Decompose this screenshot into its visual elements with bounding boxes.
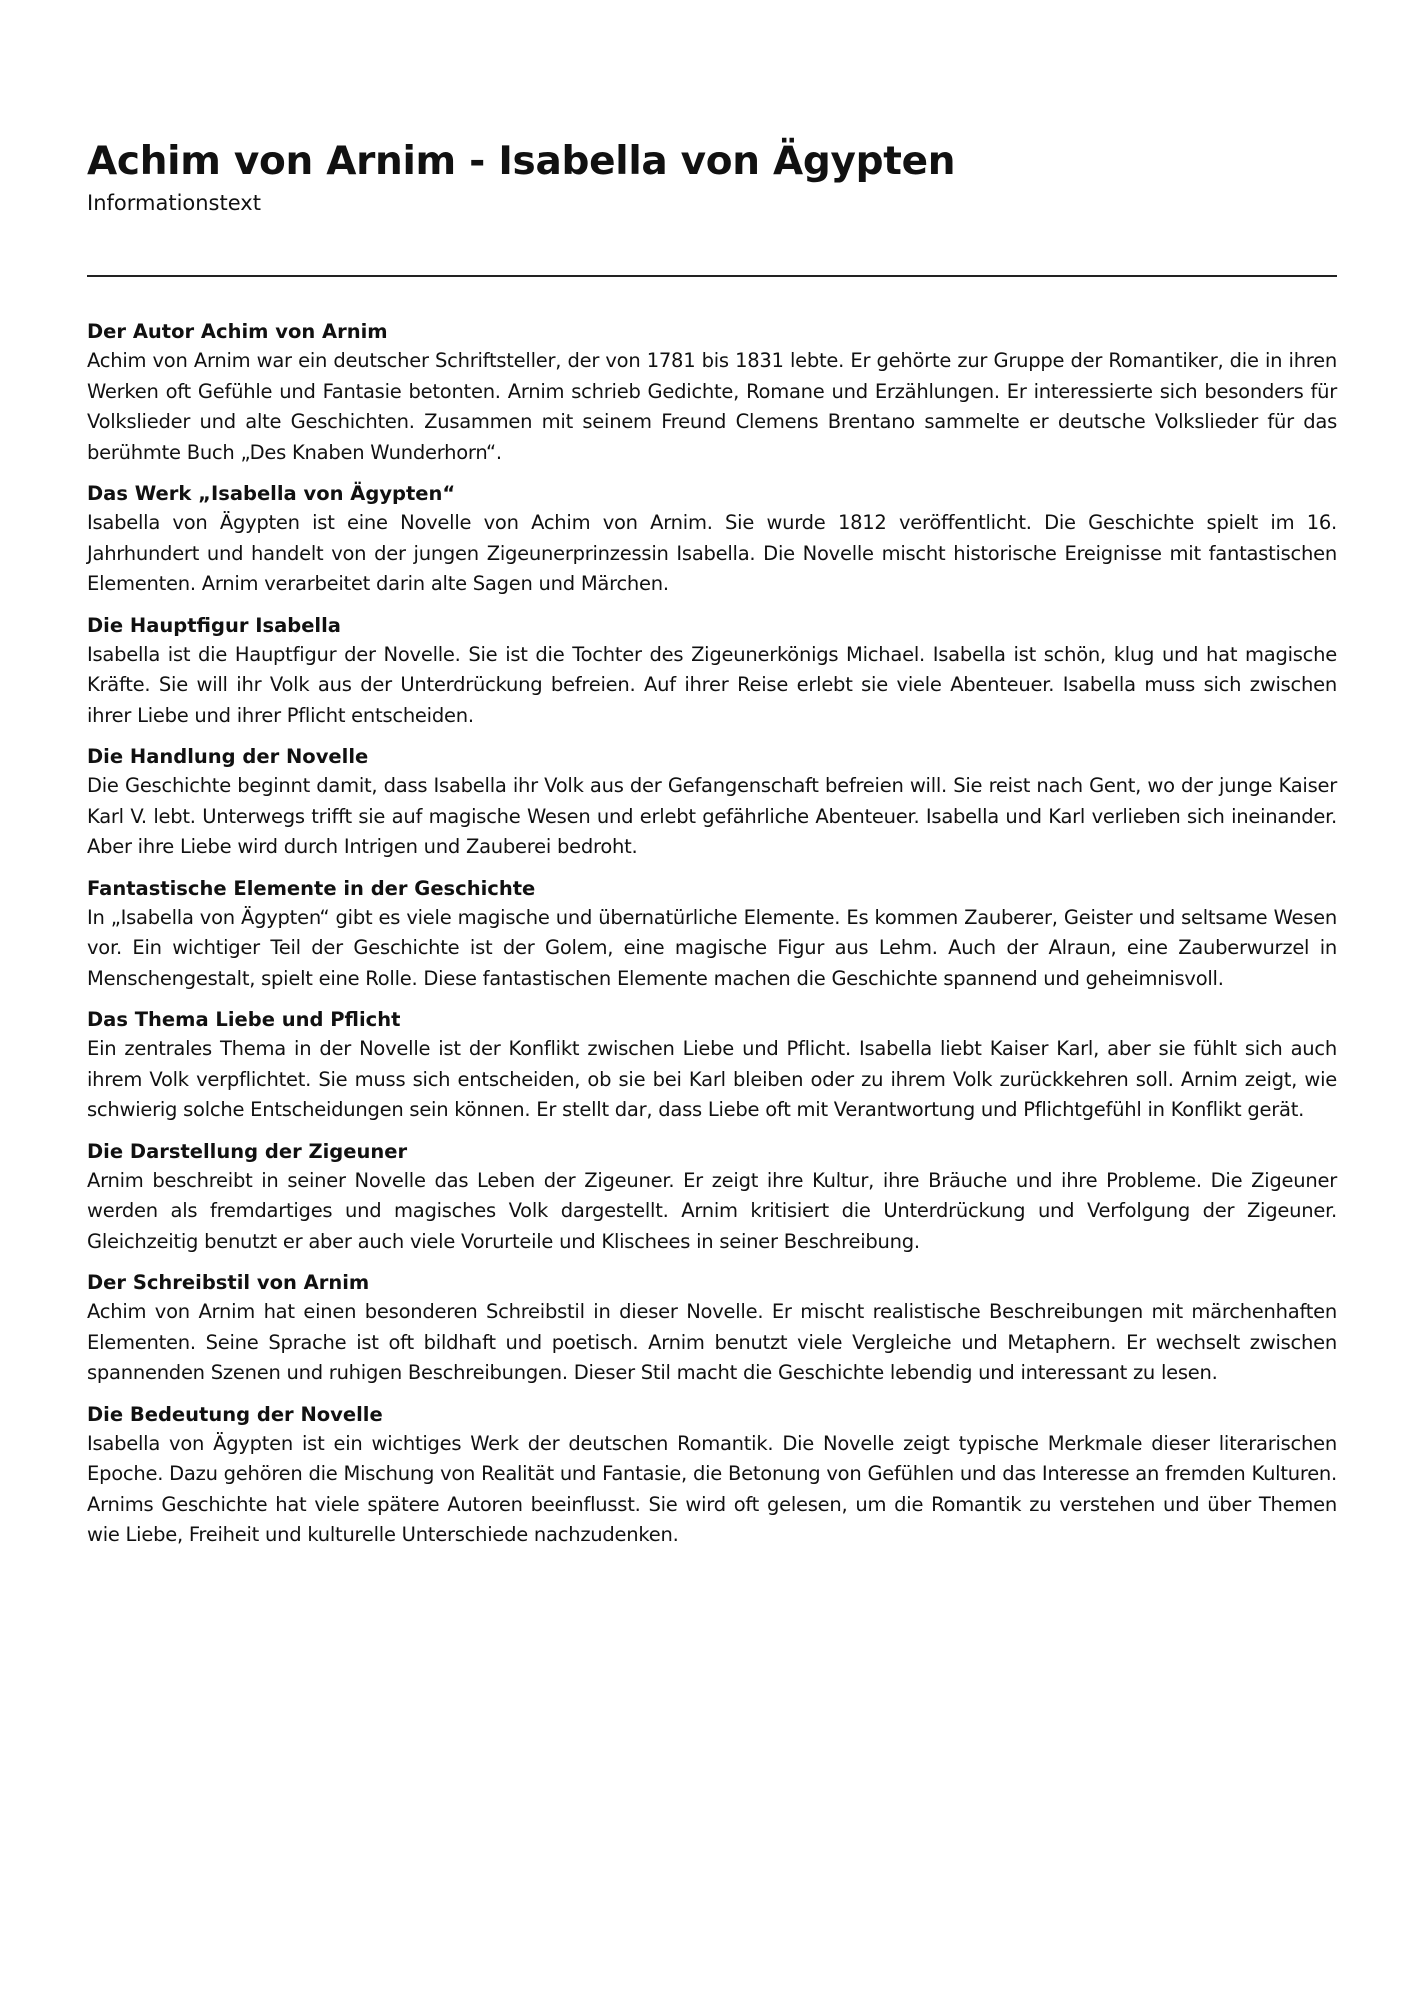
section-author [87, 317, 1337, 468]
section-body: Isabella von Ägypten ist eine Novelle von Achim von Arnim. Sie wurde 1812 veröffentlicht. Die Geschichte spielt im 16. Jahrhundert und handelt von der jungen Zigeunerprinzessin Isabella. Die Novelle mischt historische Ereignisse mit fantastischen Elementen. Arnim verarbeitet darin alte Sagen und Märchen. [87, 511, 1337, 595]
section-body: Ein zentrales Thema in der Novelle ist der Konflikt zwischen Liebe und Pflicht. Isabella liebt Kaiser Karl, aber sie fühlt sich auch ihrem Volk verpflichtet. Sie muss sich entscheiden, ob sie bei Karl bleiben oder zu ihrem Volk zurückkehren soll. Arnim zeigt, wie schwierig solche Entscheidungen sein können. Er stellt dar, dass Liebe oft mit Verantwortung und Pflichtgefühl in Konflikt gerät. [87, 1037, 1337, 1121]
section-body: Arnim beschreibt in seiner Novelle das Leben der Zigeuner. Er zeigt ihre Kultur, ihre Bräuche und ihre Probleme. Die Zigeuner werden als fremdartiges und magisches Volk dargestellt. Arnim kritisiert die Unterdrückung und Verfolgung der Zigeuner. Gleichzeitig benutzt er aber auch viele Vorurteile und Klischees in seiner Beschreibung. [87, 1168, 1337, 1253]
sections-container [87, 317, 1337, 1551]
section-body: In „Isabella von Ägypten“ gibt es viele magische und übernatürliche Elemente. Es kommen Zauberer, Geister und seltsame Wesen vor. Ein wichtiger Teil der Geschichte ist der Golem, eine magische Figur aus Lehm. Auch der Alraun, eine Zauberwurzel in Menschengestalt, spielt eine Rolle. Diese fantastischen Elemente machen die Geschichte spannend und geheimnisvoll. [87, 905, 1337, 990]
section-heading: Fantastische Elemente in der Geschichte [87, 876, 536, 900]
section-body: Achim von Arnim war ein deutscher Schriftsteller, der von 1781 bis 1831 lebte. Er gehörte zur Gruppe der Romantiker, die in ihren Werken oft Gefühle und Fantasie betonten. Arnim schrieb Gedichte, Romane und Erzählungen. Er interessierte sich besonders für Volkslieder und alte Geschichten. Zusammen mit seinem Freund Clemens Brentano sammelte er deutsche Volkslieder für das berühmte Buch „Des Knaben Wunderhorn“. [87, 349, 1337, 464]
section-heading: Das Werk „Isabella von Ägypten“ [87, 482, 456, 505]
section-love-and-duty [87, 1005, 1337, 1126]
section-heading: Das Thema Liebe und Pflicht [87, 1008, 401, 1031]
section-heading: Die Handlung der Novelle [87, 745, 369, 768]
section-body: Achim von Arnim hat einen besonderen Schreibstil in dieser Novelle. Er mischt realistische Beschreibungen mit märchenhaften Elementen. Seine Sprache ist oft bildhaft und poetisch. Arnim benutzt viele Vergleiche und Metaphern. Er wechselt zwischen spannenden Szenen und ruhigen Beschreibungen. Dieser Stil macht die Geschichte lebendig und interessant zu lesen. [87, 1300, 1337, 1384]
section-body: Isabella ist die Hauptfigur der Novelle. Sie ist die Tochter des Zigeunerkönigs Michael. Isabella ist schön, klug und hat magische Kräfte. Sie will ihr Volk aus der Unterdrückung befreien. Auf ihrer Reise erlebt sie viele Abenteuer. Isabella muss sich zwischen ihrer Liebe und ihrer Pflicht entscheiden. [87, 642, 1337, 727]
section-plot [87, 742, 1337, 863]
section-fantastic-elements [87, 874, 1337, 995]
section-body: Isabella von Ägypten ist ein wichtiges Werk der deutschen Romantik. Die Novelle zeigt typische Merkmale dieser literarischen Epoche. Dazu gehören die Mischung von Realität und Fantasie, die Betonung von Gefühlen und das Interesse an fremden Kulturen. Arnims Geschichte hat viele spätere Autoren beeinflusst. Sie wird oft gelesen, um die Romantik zu verstehen und über Themen wie Liebe, Freiheit und kulturelle Unterschiede nachzudenken. [87, 1431, 1337, 1546]
section-writing-style [87, 1268, 1337, 1389]
section-main-character [87, 611, 1337, 732]
section-heading: Die Hauptfigur Isabella [87, 613, 341, 637]
section-depiction [87, 1137, 1337, 1258]
document-title: Achim von Arnim - Isabella von Ägypten [87, 139, 956, 184]
section-significance [87, 1400, 1337, 1551]
section-heading: Der Schreibstil von Arnim [87, 1271, 370, 1294]
section-heading: Die Bedeutung der Novelle [87, 1402, 383, 1426]
title-divider [87, 275, 1337, 277]
section-heading: Der Autor Achim von Arnim [87, 320, 388, 343]
document-subtitle: Informationstext [87, 191, 261, 215]
document-page [87, 138, 1337, 1562]
section-work [87, 479, 1337, 600]
section-body: Die Geschichte beginnt damit, dass Isabella ihr Volk aus der Gefangenschaft befreien will. Sie reist nach Gent, wo der junge Kaiser Karl V. lebt. Unterwegs trifft sie auf magische Wesen und erlebt gefährliche Abenteuer. Isabella und Karl verlieben sich ineinander. Aber ihre Liebe wird durch Intrigen und Zauberei bedroht. [87, 774, 1337, 858]
section-heading: Die Darstellung der Zigeuner [87, 1139, 408, 1163]
